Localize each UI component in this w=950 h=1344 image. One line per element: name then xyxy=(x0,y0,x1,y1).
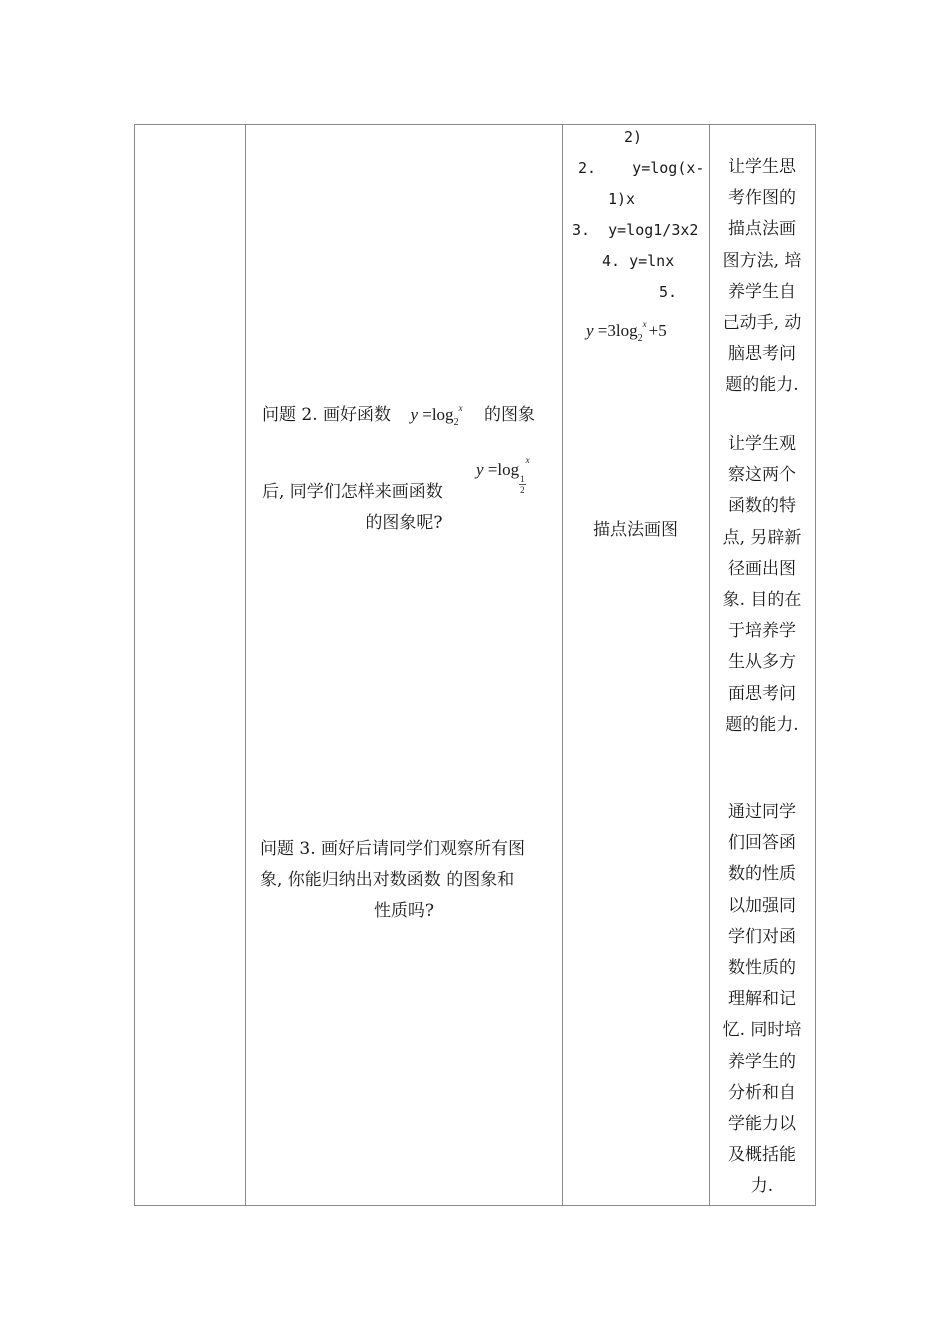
example-line-1: 2) xyxy=(624,128,643,146)
purpose-line: 以加强同 xyxy=(728,895,796,916)
question-2-text-a: 问题 2. 画好函数 xyxy=(262,405,392,425)
purpose-line: 题的能力. xyxy=(725,375,799,396)
formula-base-fraction xyxy=(519,474,526,495)
purpose-line: 题的能力. xyxy=(725,714,799,735)
formula-const: 5 xyxy=(658,321,667,340)
purpose-line: 分析和自 xyxy=(728,1082,796,1103)
question-3-line-2: 象, 你能归纳出对数函数 的图象和 xyxy=(260,870,515,890)
purpose-line: 脑思考问 xyxy=(728,344,796,365)
purpose-line: 描点法画 xyxy=(728,219,796,240)
purpose-line: 力. xyxy=(750,1176,774,1197)
purpose-line: 养学生自 xyxy=(728,281,796,302)
question-2-line-3: 的图象呢? xyxy=(365,513,443,533)
column-divider-2 xyxy=(562,125,563,1205)
purpose-line: 学能力以 xyxy=(728,1114,796,1135)
purpose-line: 于培养学 xyxy=(728,621,796,642)
purpose-line: 点, 另辟新 xyxy=(722,527,802,548)
formula-var: y xyxy=(586,321,594,340)
formula-base: 2 xyxy=(637,333,643,344)
purpose-block-2 xyxy=(708,429,816,741)
formula-coef: 3 xyxy=(607,321,616,340)
formula-exp: x xyxy=(642,319,647,329)
formula-log: log xyxy=(431,405,454,424)
purpose-line: 径画出图 xyxy=(728,558,796,579)
purpose-line: 学们对函 xyxy=(728,926,796,947)
example-line-6: 5. xyxy=(659,283,678,301)
example-line-3: 1)x xyxy=(608,190,636,208)
fraction-denominator: 2 xyxy=(520,485,525,495)
fraction-numerator: 1 xyxy=(520,474,525,484)
purpose-line: 通过同学 xyxy=(728,802,796,822)
example-line-4: 3. y=log1/3x2 xyxy=(572,221,699,239)
method-text: 描点法画图 xyxy=(593,520,678,540)
question-2-text-b: 的图象 xyxy=(483,405,535,425)
purpose-line: 生从多方 xyxy=(728,652,796,673)
formula-3log2x-plus-5 xyxy=(586,315,667,349)
purpose-line: 数性质的 xyxy=(728,958,796,979)
purpose-line: 养学生的 xyxy=(728,1051,796,1072)
formula-exp: x xyxy=(458,403,463,413)
purpose-line: 理解和记 xyxy=(728,989,796,1010)
formula-eq: = xyxy=(487,460,498,479)
purpose-line: 图方法, 培 xyxy=(722,250,802,271)
purpose-line: 忆. 同时培 xyxy=(722,1020,802,1041)
formula-log-half-x xyxy=(476,456,530,495)
question-3-line-1: 问题 3. 画好后请同学们观察所有图 xyxy=(260,839,526,859)
formula-base: 2 xyxy=(453,417,459,428)
purpose-line: 数的性质 xyxy=(728,864,796,885)
purpose-block-1 xyxy=(708,152,816,402)
question-3-line-3: 性质吗? xyxy=(373,901,435,921)
purpose-line: 让学生思 xyxy=(728,157,796,177)
purpose-line: 考作图的 xyxy=(728,188,796,209)
purpose-line: 察这两个 xyxy=(728,465,796,486)
purpose-line: 让学生观 xyxy=(728,434,796,454)
purpose-line: 象. 目的在 xyxy=(722,590,802,611)
purpose-block-3 xyxy=(708,797,816,1203)
purpose-line: 己动手, 动 xyxy=(722,313,802,334)
formula-var: y xyxy=(476,460,484,479)
formula-eq: = xyxy=(597,321,608,340)
formula-exp: x xyxy=(525,455,530,465)
purpose-line: 们回答函 xyxy=(728,833,796,854)
formula-log: log xyxy=(615,321,638,340)
purpose-line: 函数的特 xyxy=(728,496,796,517)
purpose-line: 及概括能 xyxy=(728,1145,796,1166)
formula-plus: + xyxy=(648,321,659,340)
formula-log2x xyxy=(410,403,463,428)
column-divider-1 xyxy=(245,125,246,1205)
question-2-line-1 xyxy=(262,399,535,433)
example-line-2: 2. y=log(x- xyxy=(578,159,705,177)
question-2-line-2: 后, 同学们怎样来画函数 xyxy=(262,482,443,502)
example-line-5: 4. y=lnx xyxy=(602,252,675,270)
purpose-line: 面思考问 xyxy=(728,683,796,704)
formula-eq: = xyxy=(422,405,432,424)
formula-log: log xyxy=(497,460,520,479)
formula-var: y xyxy=(410,405,418,424)
